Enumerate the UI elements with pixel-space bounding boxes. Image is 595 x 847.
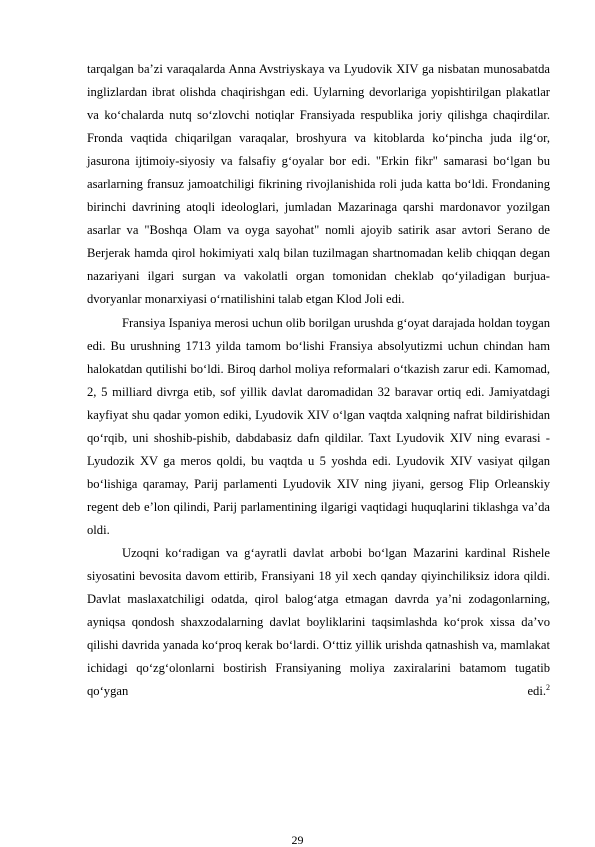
paragraph-spanish-succession: Fransiya Ispaniya merosi uchun olib borilgan urushda g‘oyat darajada holdan toygan edi. Bu urushning 1713 yilda tamom bo‘lishi Fransiya absolyutizmi uchun chindan ham halokatdan qutilishi bo‘ldi. Biroq darhol moliya reformalari o‘tkazish zarur edi. Kamomad, 2, 5 milliard divrga etib, sof yillik davlat daromadidan 32 baravar ortiq edi. Jamiyatdagi kayfiyat shu qadar yomon ediki, Lyudovik XIV o‘lgan vaqtda xalqning nafrat bildirishidan qo‘rqib, uni shoshib-pishib, dabdabasiz dafn qildilar. Taxt Lyudovik XIV ning evarasi - Lyudozik XV ga meros qoldi, bu vaqtda u 5 yoshda edi. Lyudovik XIV vasiyat qilgan bo‘lishiga qaramay, Parij parlamenti Lyudovik XIV ning jiyani, gersog Flip Orleanskiy regent deb e’lon qilindi, Parij parlamentining ilgarigi vaqtidagi huquqlarini tiklashga va’da oldi.: [87, 315, 550, 537]
paragraph-mazarin: [87, 542, 550, 703]
document-page: [87, 58, 550, 703]
paragraph-fronda-literature: tarqalgan ba’zi varaqalarda Anna Avstriyskaya va Lyudovik XIV ga nisbatan munosabatda inglizlardan ibrat olishda chaqirishgan edi. Uylarning devorlariga yopishtirilgan plakatlar va ko‘chalarda nutq so‘zlovchi notiqlar Fransiyada respublika joriy qilishga chaqirdilar. Fronda vaqtida chiqarilgan varaqalar, broshyura va kitoblarda ko‘pincha juda ilg‘or, jasurona ijtimoiy-siyosiy va falsafiy g‘oyalar bor edi. "Erkin fikr" samarasi bo‘lgan bu asarlarning fransuz jamoatchiligi fikrining rivojlanishida roli juda katta bo‘ldi. Frondaning birinchi davrining atoqli ideologlari, jumladan Mazarinaga qarshi mardonavor yozilgan asarlar va "Boshqa Olam va oyga sayohat" nomli ajoyib satirik asar avtori Serano de Berjerak hamda qirol hokimiyati xalq bilan tuzilmagan shartnomadan kelib chiqqan degan nazariyani ilgari surgan va vakolatli organ tomonidan cheklab qo‘yiladigan burjua-dvoryanlar monarxiyasi o‘rnatilishini talab etgan Klod Joli edi.: [87, 62, 550, 307]
paragraph-mazarin-text: Uzoqni ko‘radigan va g‘ayratli davlat arbobi bo‘lgan Mazarini kardinal Rishele siyosatini bevosita davom ettirib, Fransiyani 18 yil xech qanday qiyinchiliksiz idora qildi. Davlat maslaxatchiligi odatda, qirol balog‘atga etmagan davrda ya’ni zodagonlarning, ayniqsa qondosh shaxzodalarning davlat boyliklarini taqsimlashda ko‘prok xissa da’vo qilishi davrida yanada ko‘proq kerak bo‘lardi. O‘ttiz yillik urishda qatnashish va, mamlakat ichidagi qo‘zg‘olonlarni bostirish Fransiyaning moliya zaxiralarini batamom tugatib qo‘ygan edi.: [87, 545, 550, 699]
page-number: 29: [291, 833, 304, 847]
footnote-marker[interactable]: 2: [546, 683, 550, 693]
